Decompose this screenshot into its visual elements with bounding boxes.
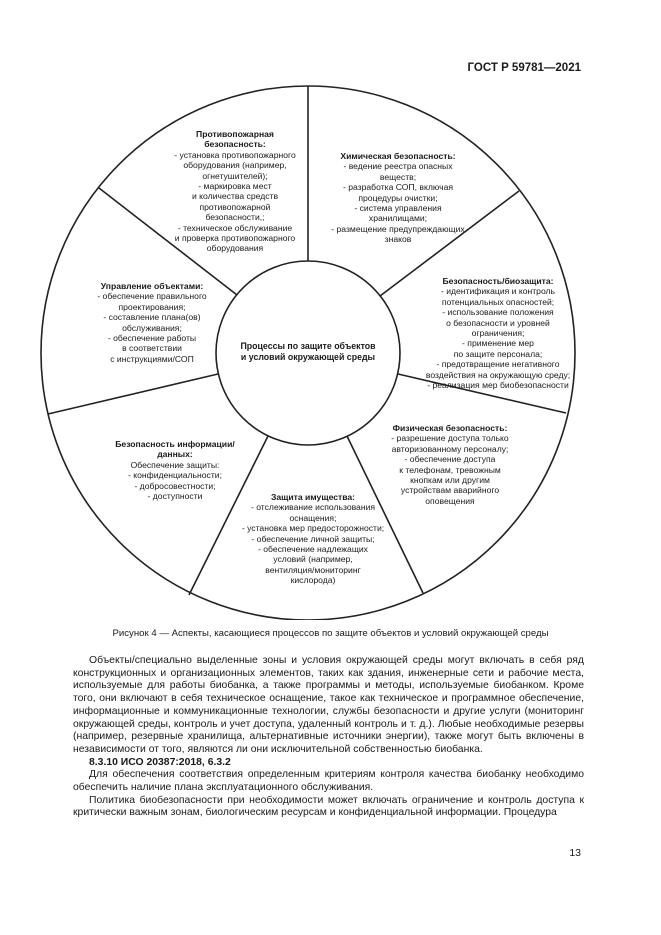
segment-fire-safety [165, 129, 305, 254]
segment-title: безопасность: [204, 139, 266, 150]
segment-property-protection [238, 492, 388, 586]
segment-line: огнетушителей); [202, 170, 268, 181]
segment-line: - добросовестности; [134, 480, 216, 491]
segment-line: по защите персонала; [453, 348, 543, 359]
segment-line: оборудования [206, 243, 264, 254]
section-heading: 8.3.10 ИСО 20387:2018, 6.3.2 [89, 756, 231, 768]
segment-title: Противопожарная [196, 129, 274, 139]
segment-information-security [105, 439, 245, 501]
segment-line: условий (например, [273, 554, 353, 565]
segment-line: и проверка противопожарного [174, 233, 296, 244]
center-line: Процессы по защите объектов [240, 341, 376, 351]
segment-line: проектирования; [118, 301, 186, 312]
segment-line: - система управления [354, 203, 442, 214]
center-label [225, 341, 391, 363]
segment-line: - ведение реестра опасных [343, 161, 453, 172]
body-text [73, 655, 584, 820]
segment-line: хранилищами; [368, 213, 428, 224]
segment-line: процедуры очистки; [358, 192, 438, 203]
segment-line: - составление плана(ов) [103, 312, 201, 323]
segment-line: - обеспечение правильного [97, 291, 207, 302]
segment-title: Управление объектами: [100, 281, 204, 291]
segment-line: - установка противопожарного [174, 149, 296, 160]
segment-physical-safety [375, 423, 525, 506]
segment-line: кнопкам или другим [410, 475, 490, 486]
segment-line: кислорода) [290, 575, 336, 586]
segment-facility-management [76, 281, 228, 364]
segment-line: ограничения; [471, 328, 525, 339]
segment-chemical-safety [326, 151, 470, 245]
segment-line: - обеспечение доступа [404, 454, 496, 465]
segment-line: знаков [384, 234, 412, 245]
segment-line: с инструкциями/СОП [110, 353, 194, 364]
segment-line: воздействия на окружающую среду; [425, 369, 571, 380]
segment-line: о безопасности и уровней [446, 317, 550, 328]
segment-line: к телефонам, тревожным [399, 464, 501, 475]
segment-line: - установка мер предосторожности; [241, 523, 385, 534]
segment-line: в соответствии [122, 343, 182, 354]
segment-title: Защита имущества: [270, 492, 356, 502]
segment-line: - обеспечение личной защиты; [251, 533, 375, 544]
segment-line: веществ; [379, 171, 417, 182]
segment-line: потенциальных опасностей; [441, 296, 555, 307]
segment-line: - отслеживание использования [250, 502, 376, 513]
paragraph: Объекты/специально выделенные зоны и условия окружающей среды могут включать в себя ряд конструкционных и организационных элементов, таких как здания, инженерные сети и рабочие места, используемые для работы биобанка, а также программы и методы, используемые биобанком. Кроме того, они включают в себя техническое оснащение, такое как техническое и программное обеспечение, информационные и коммуникационные технологии, службы безопасности и другие услуги (мониторинг окружающей среды, контроль и учет доступа, удаленный контроль и т. д.). Любые необходимые резервы (например, резервные хранилища, альтернативные источники энергии), также могут быть включены в независимости от того, являются ли они исключительной собственностью биобанка. [73, 655, 584, 755]
segment-line: - предотвращение негативного [436, 359, 560, 370]
standard-code: ГОСТ Р 59781—2021 [467, 62, 581, 74]
page-number: 13 [569, 847, 581, 859]
segment-line: оборудования (например, [183, 160, 287, 171]
segment-title: Безопасность/биозащита: [442, 276, 554, 286]
segment-line: - реализация мер биобезопасности [427, 380, 569, 391]
segment-line: - доступности [147, 491, 203, 502]
segment-line: - использование положения [442, 307, 554, 318]
segment-line: - разрешение доступа только [391, 433, 509, 444]
segment-line: - применение мер [462, 338, 534, 349]
segment-line: - обеспечение надлежащих [258, 544, 368, 555]
segment-line: - обеспечение работы [107, 333, 197, 344]
segment-title: Безопасность информации/ [115, 439, 235, 449]
segment-line: и количества средств [191, 191, 279, 202]
segment-line: вентиляция/мониторинг [265, 564, 361, 575]
segment-line: устройствам аварийного [400, 485, 500, 496]
segment-line: - размещение предупреждающих [331, 223, 465, 234]
segment-biosafety [413, 276, 583, 390]
segment-line: обслуживания; [122, 322, 182, 333]
segment-line: - разработка СОП, включая [342, 182, 454, 193]
figure-caption: Рисунок 4 — Аспекты, касающиеся процессов по защите объектов и условий окружающей среды [112, 628, 549, 639]
segment-line: - техническое обслуживание [177, 222, 293, 233]
segment-line: оповещения [425, 495, 475, 506]
segment-line: - конфиденциальности; [128, 470, 222, 481]
paragraph: Политика биобезопасности при необходимости может включать ограничение и контроль доступа к критически важным зонам, биологическим ресурсам и конфиденциальной информации. Процедура [73, 794, 584, 819]
segment-title: Физическая безопасность: [392, 423, 508, 433]
segment-line: авторизованному персоналу; [391, 443, 509, 454]
center-line: и условий окружающей среды [240, 352, 376, 362]
paragraph: Для обеспечения соответствия определенным критериям контроля качества биобанку необходимо обеспечить наличие плана эксплуатационного обслуживания. [73, 769, 584, 794]
segment-title: Химическая безопасность: [340, 151, 456, 161]
segment-line: оснащения; [289, 512, 337, 523]
segment-line: Обеспечение защиты: [130, 459, 220, 470]
segment-line: противопожарной [199, 201, 271, 212]
segment-line: безопасности,; [205, 212, 265, 223]
segment-title: данных: [157, 449, 193, 460]
segment-line: - маркировка мест [198, 181, 272, 192]
divider-info-obj [48, 374, 218, 414]
segment-line: - идентификация и контроль [440, 286, 556, 297]
